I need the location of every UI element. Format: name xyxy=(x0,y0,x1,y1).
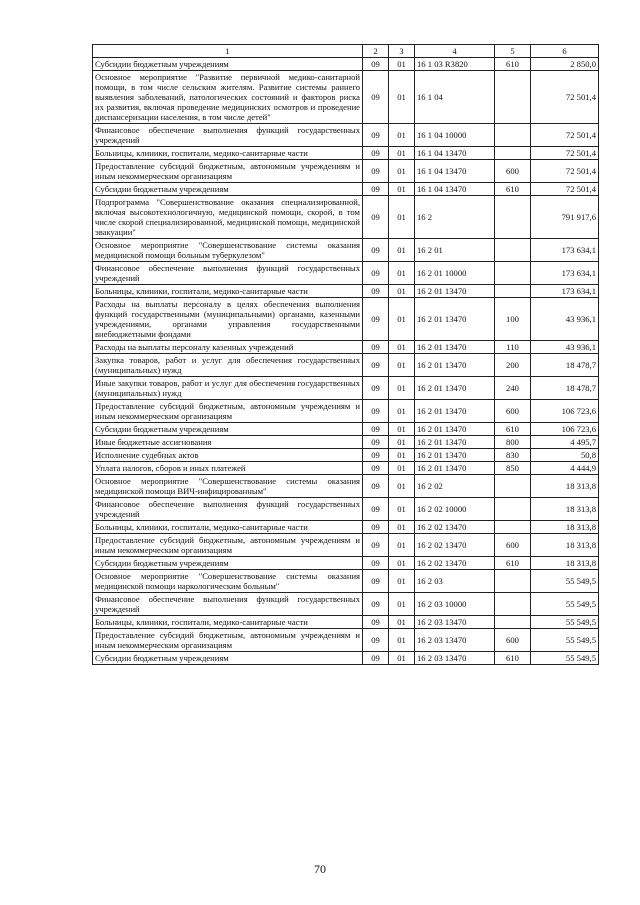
item-name-cell: Иные закупки товаров, работ и услуг для обеспечения государственных (муниципальных) нужд xyxy=(93,377,363,400)
expense-type-cell: 600 xyxy=(495,534,531,557)
target-article-cell: 16 2 03 xyxy=(415,570,495,593)
target-article-cell: 16 1 04 xyxy=(415,71,495,124)
item-name-cell: Больницы, клиники, госпитали, медико-санитарные части xyxy=(93,147,363,160)
table-row xyxy=(93,616,599,629)
item-name-cell: Больницы, клиники, госпитали, медико-санитарные части xyxy=(93,616,363,629)
expense-type-cell xyxy=(495,616,531,629)
item-name-cell: Субсидии бюджетным учреждениям xyxy=(93,652,363,665)
table-row xyxy=(93,262,599,285)
item-name-cell: Больницы, клиники, госпитали, медико-санитарные части xyxy=(93,521,363,534)
amount-cell: 18 313,8 xyxy=(531,498,599,521)
expense-type-cell xyxy=(495,196,531,239)
expense-type-cell: 830 xyxy=(495,449,531,462)
table-row xyxy=(93,652,599,665)
amount-cell: 18 313,8 xyxy=(531,534,599,557)
expense-type-cell: 110 xyxy=(495,341,531,354)
expense-type-cell xyxy=(495,239,531,262)
section-code-cell: 09 xyxy=(363,58,389,71)
section-code-cell: 09 xyxy=(363,239,389,262)
amount-cell: 72 501,4 xyxy=(531,147,599,160)
amount-cell: 55 549,5 xyxy=(531,570,599,593)
item-name-cell: Предоставление субсидий бюджетным, автономным учреждениям и иным некоммерческим организациям xyxy=(93,534,363,557)
section-code-cell: 09 xyxy=(363,498,389,521)
budget-table xyxy=(92,44,599,665)
item-name-cell: Основное мероприятие "Совершенствование системы оказания медицинской помощи наркологическим больным" xyxy=(93,570,363,593)
item-name-cell: Основное мероприятие "Совершенствование системы оказания медицинской помощи ВИЧ-инфицированным" xyxy=(93,475,363,498)
item-name-cell: Больницы, клиники, госпитали, медико-санитарные части xyxy=(93,285,363,298)
section-code-cell: 09 xyxy=(363,71,389,124)
section-code-cell: 09 xyxy=(363,570,389,593)
header-cell: 2 xyxy=(363,45,389,58)
amount-cell: 106 723,6 xyxy=(531,400,599,423)
amount-cell: 55 549,5 xyxy=(531,593,599,616)
amount-cell: 106 723,6 xyxy=(531,423,599,436)
item-name-cell: Иные бюджетные ассигнования xyxy=(93,436,363,449)
subsection-code-cell: 01 xyxy=(389,449,415,462)
item-name-cell: Уплата налогов, сборов и иных платежей xyxy=(93,462,363,475)
subsection-code-cell: 01 xyxy=(389,196,415,239)
expense-type-cell xyxy=(495,593,531,616)
subsection-code-cell: 01 xyxy=(389,521,415,534)
amount-cell: 18 478,7 xyxy=(531,354,599,377)
expense-type-cell: 610 xyxy=(495,557,531,570)
expense-type-cell: 610 xyxy=(495,183,531,196)
section-code-cell: 09 xyxy=(363,160,389,183)
target-article-cell: 16 2 02 xyxy=(415,475,495,498)
item-name-cell: Финансовое обеспечение выполнения функций государственных учреждений xyxy=(93,262,363,285)
amount-cell: 791 917,6 xyxy=(531,196,599,239)
section-code-cell: 09 xyxy=(363,616,389,629)
amount-cell: 72 501,4 xyxy=(531,183,599,196)
header-cell: 4 xyxy=(415,45,495,58)
expense-type-cell: 600 xyxy=(495,160,531,183)
amount-cell: 173 634,1 xyxy=(531,285,599,298)
target-article-cell: 16 1 04 13470 xyxy=(415,147,495,160)
expense-type-cell: 240 xyxy=(495,377,531,400)
target-article-cell: 16 1 03 R3820 xyxy=(415,58,495,71)
table-row xyxy=(93,377,599,400)
item-name-cell: Предоставление субсидий бюджетным, автономным учреждениям и иным некоммерческим организациям xyxy=(93,400,363,423)
item-name-cell: Финансовое обеспечение выполнения функций государственных учреждений xyxy=(93,498,363,521)
expense-type-cell xyxy=(495,285,531,298)
table-row xyxy=(93,593,599,616)
subsection-code-cell: 01 xyxy=(389,239,415,262)
table-row xyxy=(93,570,599,593)
subsection-code-cell: 01 xyxy=(389,652,415,665)
subsection-code-cell: 01 xyxy=(389,616,415,629)
amount-cell: 4 444,9 xyxy=(531,462,599,475)
item-name-cell: Субсидии бюджетным учреждениям xyxy=(93,183,363,196)
section-code-cell: 09 xyxy=(363,124,389,147)
target-article-cell: 16 2 01 13470 xyxy=(415,423,495,436)
section-code-cell: 09 xyxy=(363,652,389,665)
section-code-cell: 09 xyxy=(363,462,389,475)
section-code-cell: 09 xyxy=(363,183,389,196)
expense-type-cell xyxy=(495,262,531,285)
amount-cell: 55 549,5 xyxy=(531,652,599,665)
target-article-cell: 16 2 03 10000 xyxy=(415,593,495,616)
target-article-cell: 16 2 01 13470 xyxy=(415,400,495,423)
subsection-code-cell: 01 xyxy=(389,147,415,160)
amount-cell: 18 313,8 xyxy=(531,521,599,534)
table-row xyxy=(93,58,599,71)
section-code-cell: 09 xyxy=(363,534,389,557)
target-article-cell: 16 2 01 xyxy=(415,239,495,262)
section-code-cell: 09 xyxy=(363,377,389,400)
amount-cell: 50,8 xyxy=(531,449,599,462)
subsection-code-cell: 01 xyxy=(389,570,415,593)
expense-type-cell xyxy=(495,521,531,534)
expense-type-cell xyxy=(495,71,531,124)
table-row xyxy=(93,124,599,147)
expense-type-cell: 600 xyxy=(495,400,531,423)
item-name-cell: Расходы на выплаты персоналу казенных учреждений xyxy=(93,341,363,354)
amount-cell: 55 549,5 xyxy=(531,629,599,652)
item-name-cell: Основное мероприятие "Совершенствование системы оказания медицинской помощи больным туберкулезом" xyxy=(93,239,363,262)
target-article-cell: 16 2 01 13470 xyxy=(415,462,495,475)
item-name-cell: Основное мероприятие "Развитие первичной медико-санитарной помощи, в том числе сельским жителям. Развитие системы раннего выявления заболеваний, патологических состояний и факторов риска их развития, включая проведение медицинских осмотров и проведение диспансеризации населения, в том числе детей" xyxy=(93,71,363,124)
header-cell: 1 xyxy=(93,45,363,58)
header-cell: 5 xyxy=(495,45,531,58)
section-code-cell: 09 xyxy=(363,196,389,239)
amount-cell: 18 478,7 xyxy=(531,377,599,400)
section-code-cell: 09 xyxy=(363,354,389,377)
subsection-code-cell: 01 xyxy=(389,436,415,449)
expense-type-cell xyxy=(495,124,531,147)
expense-type-cell: 800 xyxy=(495,436,531,449)
section-code-cell: 09 xyxy=(363,629,389,652)
amount-cell: 18 313,8 xyxy=(531,475,599,498)
section-code-cell: 09 xyxy=(363,285,389,298)
table-row xyxy=(93,298,599,341)
amount-cell: 43 936,1 xyxy=(531,341,599,354)
expense-type-cell xyxy=(495,498,531,521)
expense-type-cell: 610 xyxy=(495,652,531,665)
table-row xyxy=(93,285,599,298)
subsection-code-cell: 01 xyxy=(389,593,415,616)
amount-cell: 173 634,1 xyxy=(531,239,599,262)
section-code-cell: 09 xyxy=(363,449,389,462)
table-row xyxy=(93,436,599,449)
subsection-code-cell: 01 xyxy=(389,400,415,423)
table-row xyxy=(93,400,599,423)
subsection-code-cell: 01 xyxy=(389,298,415,341)
section-code-cell: 09 xyxy=(363,436,389,449)
amount-cell: 4 495,7 xyxy=(531,436,599,449)
target-article-cell: 16 2 03 13470 xyxy=(415,652,495,665)
subsection-code-cell: 01 xyxy=(389,71,415,124)
subsection-code-cell: 01 xyxy=(389,341,415,354)
table-row xyxy=(93,71,599,124)
expense-type-cell: 200 xyxy=(495,354,531,377)
target-article-cell: 16 2 02 13470 xyxy=(415,557,495,570)
section-code-cell: 09 xyxy=(363,557,389,570)
item-name-cell: Финансовое обеспечение выполнения функций государственных учреждений xyxy=(93,593,363,616)
target-article-cell: 16 2 01 13470 xyxy=(415,436,495,449)
expense-type-cell xyxy=(495,475,531,498)
section-code-cell: 09 xyxy=(363,341,389,354)
table-row xyxy=(93,423,599,436)
header-cell: 6 xyxy=(531,45,599,58)
table-row xyxy=(93,534,599,557)
item-name-cell: Субсидии бюджетным учреждениям xyxy=(93,557,363,570)
page-number: 70 xyxy=(314,862,326,876)
table-row xyxy=(93,196,599,239)
subsection-code-cell: 01 xyxy=(389,377,415,400)
subsection-code-cell: 01 xyxy=(389,534,415,557)
table-row xyxy=(93,183,599,196)
header-row xyxy=(93,45,599,58)
expense-type-cell xyxy=(495,570,531,593)
target-article-cell: 16 2 01 13470 xyxy=(415,285,495,298)
subsection-code-cell: 01 xyxy=(389,285,415,298)
subsection-code-cell: 01 xyxy=(389,557,415,570)
section-code-cell: 09 xyxy=(363,593,389,616)
table-row xyxy=(93,557,599,570)
item-name-cell: Предоставление субсидий бюджетным, автономным учреждениям и иным некоммерческим организациям xyxy=(93,629,363,652)
expense-type-cell: 100 xyxy=(495,298,531,341)
expense-type-cell xyxy=(495,147,531,160)
target-article-cell: 16 2 01 13470 xyxy=(415,341,495,354)
amount-cell: 55 549,5 xyxy=(531,616,599,629)
amount-cell: 18 313,8 xyxy=(531,557,599,570)
section-code-cell: 09 xyxy=(363,475,389,498)
table-row xyxy=(93,354,599,377)
subsection-code-cell: 01 xyxy=(389,354,415,377)
item-name-cell: Расходы на выплаты персоналу в целях обеспечения выполнения функций государственными (муниципальными) органами, казенными учреждениями, органами управления государственными внебюджетными фондами xyxy=(93,298,363,341)
item-name-cell: Предоставление субсидий бюджетным, автономным учреждениям и иным некоммерческим организациям xyxy=(93,160,363,183)
subsection-code-cell: 01 xyxy=(389,629,415,652)
target-article-cell: 16 2 02 13470 xyxy=(415,534,495,557)
table-row xyxy=(93,160,599,183)
target-article-cell: 16 2 01 10000 xyxy=(415,262,495,285)
target-article-cell: 16 2 xyxy=(415,196,495,239)
table-row xyxy=(93,629,599,652)
item-name-cell: Исполнение судебных актов xyxy=(93,449,363,462)
table-row xyxy=(93,462,599,475)
amount-cell: 72 501,4 xyxy=(531,124,599,147)
section-code-cell: 09 xyxy=(363,147,389,160)
target-article-cell: 16 2 03 13470 xyxy=(415,629,495,652)
target-article-cell: 16 1 04 13470 xyxy=(415,183,495,196)
table-row xyxy=(93,239,599,262)
subsection-code-cell: 01 xyxy=(389,423,415,436)
target-article-cell: 16 2 01 13470 xyxy=(415,298,495,341)
subsection-code-cell: 01 xyxy=(389,262,415,285)
table-row xyxy=(93,521,599,534)
subsection-code-cell: 01 xyxy=(389,160,415,183)
subsection-code-cell: 01 xyxy=(389,462,415,475)
subsection-code-cell: 01 xyxy=(389,58,415,71)
subsection-code-cell: 01 xyxy=(389,498,415,521)
amount-cell: 72 501,4 xyxy=(531,160,599,183)
item-name-cell: Финансовое обеспечение выполнения функций государственных учреждений xyxy=(93,124,363,147)
target-article-cell: 16 2 01 13470 xyxy=(415,449,495,462)
amount-cell: 72 501,4 xyxy=(531,71,599,124)
target-article-cell: 16 2 03 13470 xyxy=(415,616,495,629)
section-code-cell: 09 xyxy=(363,521,389,534)
target-article-cell: 16 2 02 10000 xyxy=(415,498,495,521)
target-article-cell: 16 2 01 13470 xyxy=(415,377,495,400)
expense-type-cell: 610 xyxy=(495,423,531,436)
table-row xyxy=(93,475,599,498)
expense-type-cell: 610 xyxy=(495,58,531,71)
section-code-cell: 09 xyxy=(363,262,389,285)
target-article-cell: 16 1 04 13470 xyxy=(415,160,495,183)
target-article-cell: 16 1 04 10000 xyxy=(415,124,495,147)
header-cell: 3 xyxy=(389,45,415,58)
section-code-cell: 09 xyxy=(363,298,389,341)
subsection-code-cell: 01 xyxy=(389,475,415,498)
amount-cell: 43 936,1 xyxy=(531,298,599,341)
section-code-cell: 09 xyxy=(363,400,389,423)
item-name-cell: Закупка товаров, работ и услуг для обеспечения государственных (муниципальных) нужд xyxy=(93,354,363,377)
expense-type-cell: 850 xyxy=(495,462,531,475)
section-code-cell: 09 xyxy=(363,423,389,436)
table-row xyxy=(93,147,599,160)
target-article-cell: 16 2 01 13470 xyxy=(415,354,495,377)
table-row xyxy=(93,341,599,354)
target-article-cell: 16 2 02 13470 xyxy=(415,521,495,534)
amount-cell: 173 634,1 xyxy=(531,262,599,285)
table-row xyxy=(93,498,599,521)
subsection-code-cell: 01 xyxy=(389,183,415,196)
item-name-cell: Подпрограмма "Совершенствование оказания специализированной, включая высокотехнологичную, медицинской помощи, скорой, в том числе скорой специализированной, медицинской помощи, медицинской эвакуации" xyxy=(93,196,363,239)
item-name-cell: Субсидии бюджетным учреждениям xyxy=(93,58,363,71)
table-row xyxy=(93,449,599,462)
amount-cell: 2 850,0 xyxy=(531,58,599,71)
subsection-code-cell: 01 xyxy=(389,124,415,147)
item-name-cell: Субсидии бюджетным учреждениям xyxy=(93,423,363,436)
expense-type-cell: 600 xyxy=(495,629,531,652)
